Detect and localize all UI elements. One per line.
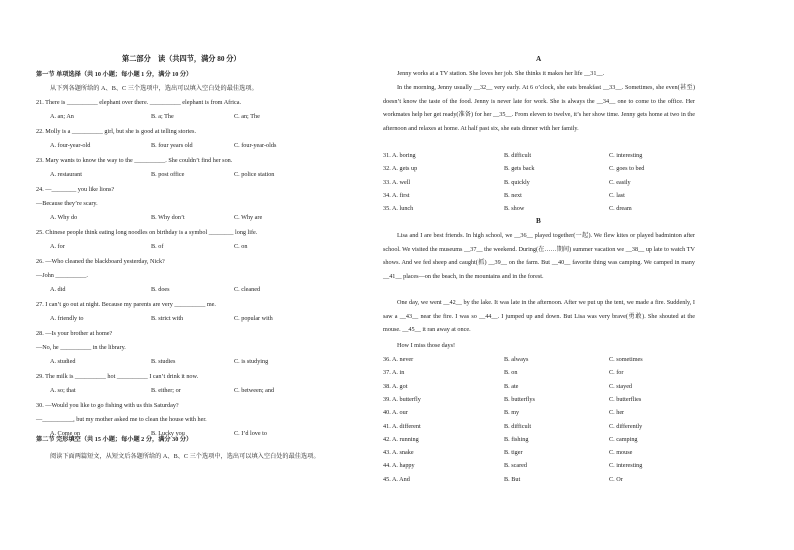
option-b: B. four years old [151,142,193,149]
question-stem: 30. —Would you like to go fishing with us this Saturday? [36,402,179,409]
cloze-option-c: C. dream [609,205,632,213]
cloze-option-c: C. her [609,409,625,417]
cloze-option-c: C. for [609,369,624,377]
cloze-option-a: 37. A. in [383,369,405,377]
option-c: C. on [234,243,248,250]
cloze-option-b: B. fishing [504,435,529,443]
cloze-option-c: C. interesting [609,152,643,159]
passage-b-p2: One day, we went __42__ by the lake. It was late in the afternoon. After we put up the tent, we made a fire. Suddenly, I saw a __43__ near the fire. I was so __44__. I jumped up and down. But Lisa was very brave(勇敢). She shouted at the mouse. __45__ it ran away at once. [383,299,695,334]
option-b: B. does [151,286,170,293]
option-c: C. is studying [234,358,269,365]
cloze-option-a: 38. A. got [383,382,408,390]
option-b: B. either; or [151,387,181,394]
cloze-option-b: B. always [504,356,529,363]
cloze-option-c: C. last [609,191,625,199]
cloze-option-c: C. goes to bed [609,165,645,173]
question-stem-continued: —__________, but my mother asked me to clean the house with her. [36,416,207,423]
passage-b-p3: How I miss those days! [397,342,456,349]
question-stem: 23. Mary wants to know the way to the __________. She couldn’t find her son. [36,157,233,164]
question-stem: 28. —Is your brother at home? [36,330,113,337]
cloze-option-b: B. ate [504,382,519,390]
option-c: C. cleaned [234,286,261,293]
option-a: A. an; An [50,113,74,120]
option-a: A. studied [50,358,76,365]
cloze-option-c: C. differently [609,422,643,430]
cloze-option-b: B. difficult [504,152,532,159]
section2-header: 第二节 完形填空（共 15 小题；每小题 2 分，满分 30 分） [36,436,193,443]
cloze-option-a: 45. A. And [383,475,410,483]
passage-a-p2: In the morning, Jenny usually __32__ very early. At 6 o’clock, she eats breakfast __33__. Sometimes, she even(甚至) doesn’t know the taste of the food. Jenny is never late for work. She is always the __34__ one to come to the office. Her workmates help her get ready(准备) for her __35__. From eleven to twelve, it’s her show time. Jenny gets home at two in the afternoon and relaxes at home. At half past six, she eats dinner with her family. [383,84,695,132]
option-c: C. four-year-olds [234,142,277,149]
option-b: B. strict with [151,315,184,322]
section2-instruction: 阅读下面两篇短文，从短文后各题所给的 A、B、C 三个选项中，选出可以填入空白处的最佳选项。 [50,453,320,460]
cloze-option-c: C. interesting [609,462,643,470]
cloze-option-b: B. gets back [504,165,535,173]
passage-a-label: A [536,55,542,63]
question-stem: 26. —Who cleaned the blackboard yesterday, Nick? [36,258,165,265]
cloze-option-a: 43. A. snake [383,449,414,457]
passage-a-p1: Jenny works at a TV station. She loves her job. She thinks it makes her life __31__. [397,70,605,77]
question-stem: 21. There is __________ elephant over there. __________ elephant is from Africa. [36,99,242,106]
cloze-option-b: B. next [504,191,522,199]
option-a: A. Come on [50,430,81,437]
option-a: A. so; that [50,387,76,394]
option-c: C. between; and [234,387,275,394]
cloze-option-b: B. difficult [504,422,532,430]
cloze-option-a: 40. A. our [383,409,408,417]
cloze-option-c: C. butterflies [609,395,642,403]
cloze-option-a: 42. A. running [383,435,419,443]
page-title: 第二部分 读（共四节，满分 80 分） [122,55,241,63]
question-stem-continued: —John __________. [36,272,88,279]
cloze-option-a: 35. A. lunch [383,205,414,213]
question-stem: 24. —________ you like lions? [36,186,115,193]
cloze-option-a: 41. A. different [383,422,421,430]
question-stem: 22. Molly is a __________ girl, but she is good at telling stories. [36,128,197,135]
cloze-option-b: B. scared [504,462,528,470]
section1-instruction: 从下列各题所给的 A、B、C 三个选项中，选出可以填入空白处的最佳选项。 [50,85,258,92]
question-stem: 25. Chinese people think eating long noodles on birthday is a symbol ________ long life. [36,229,258,236]
option-b: B. of [151,243,164,250]
option-c: C. popular with [234,315,273,322]
cloze-option-a: 36. A. never [383,356,414,363]
cloze-option-a: 32. A. gets up [383,165,418,173]
option-a: A. did [50,286,66,293]
cloze-option-a: 31. A. boring [383,152,416,159]
option-a: A. friendly to [50,315,84,322]
passage-b-p1: Lisa and I are best friends. In high school, we __36__ played together(一起). We flew kites or played badminton after school. We visited the museums __37__ the weekend. During(在……期间) summer vacation we __38__ up late to watch TV shows. And we fed sheep and caught(抓) __39__ on the farm. But __40__ favorite thing was camping. We camped in many __41__ places—on the beach, in the mountains and in the forest. [383,232,695,280]
cloze-option-c: C. Or [609,475,623,483]
question-stem: 29. The milk is __________ hot __________ I can’t drink it now. [36,373,199,380]
cloze-option-b: B. quickly [504,178,530,186]
cloze-option-b: B. on [504,369,518,377]
option-a: A. for [50,243,65,250]
option-b: B. studies [151,358,176,365]
cloze-option-a: 39. A. butterfly [383,395,421,403]
option-b: B. Lucky you [151,430,185,437]
cloze-option-b: B. show [504,205,525,213]
cloze-option-a: 44. A. happy [383,462,415,470]
option-c: C. police station [234,171,275,178]
section1-header: 第一节 单项选择（共 10 小题；每小题 1 分，满分 10 分） [36,71,193,78]
question-stem-continued: —No, he __________ in the library. [36,344,126,351]
option-b: B. a; The [151,113,174,120]
option-b: B. post office [151,171,185,178]
cloze-option-b: B. But [504,475,521,483]
option-a: A. four-year-old [50,142,91,149]
passage-b-label: B [536,217,541,225]
option-b: B. Why don’t [151,214,185,221]
option-a: A. restaurant [50,171,82,178]
question-stem: 27. I can’t go out at night. Because my parents are very __________ me. [36,301,216,308]
cloze-option-a: 33. A. well [383,178,411,186]
cloze-option-b: B. butterflys [504,395,535,403]
cloze-option-b: B. my [504,409,520,417]
cloze-option-c: C. camping [609,435,638,443]
cloze-option-c: C. sometimes [609,356,643,363]
cloze-option-c: C. mouse [609,449,633,457]
question-stem-continued: —Because they’re scary. [36,200,98,207]
option-c: C. I’d love to [234,430,267,437]
cloze-option-c: C. easily [609,178,631,186]
option-c: C. an; The [234,113,260,120]
cloze-option-c: C. stayed [609,382,633,390]
cloze-option-a: 34. A. first [383,191,410,199]
option-c: C. Why are [234,214,263,221]
cloze-option-b: B. tiger [504,449,523,457]
option-a: A. Why do [50,214,78,221]
